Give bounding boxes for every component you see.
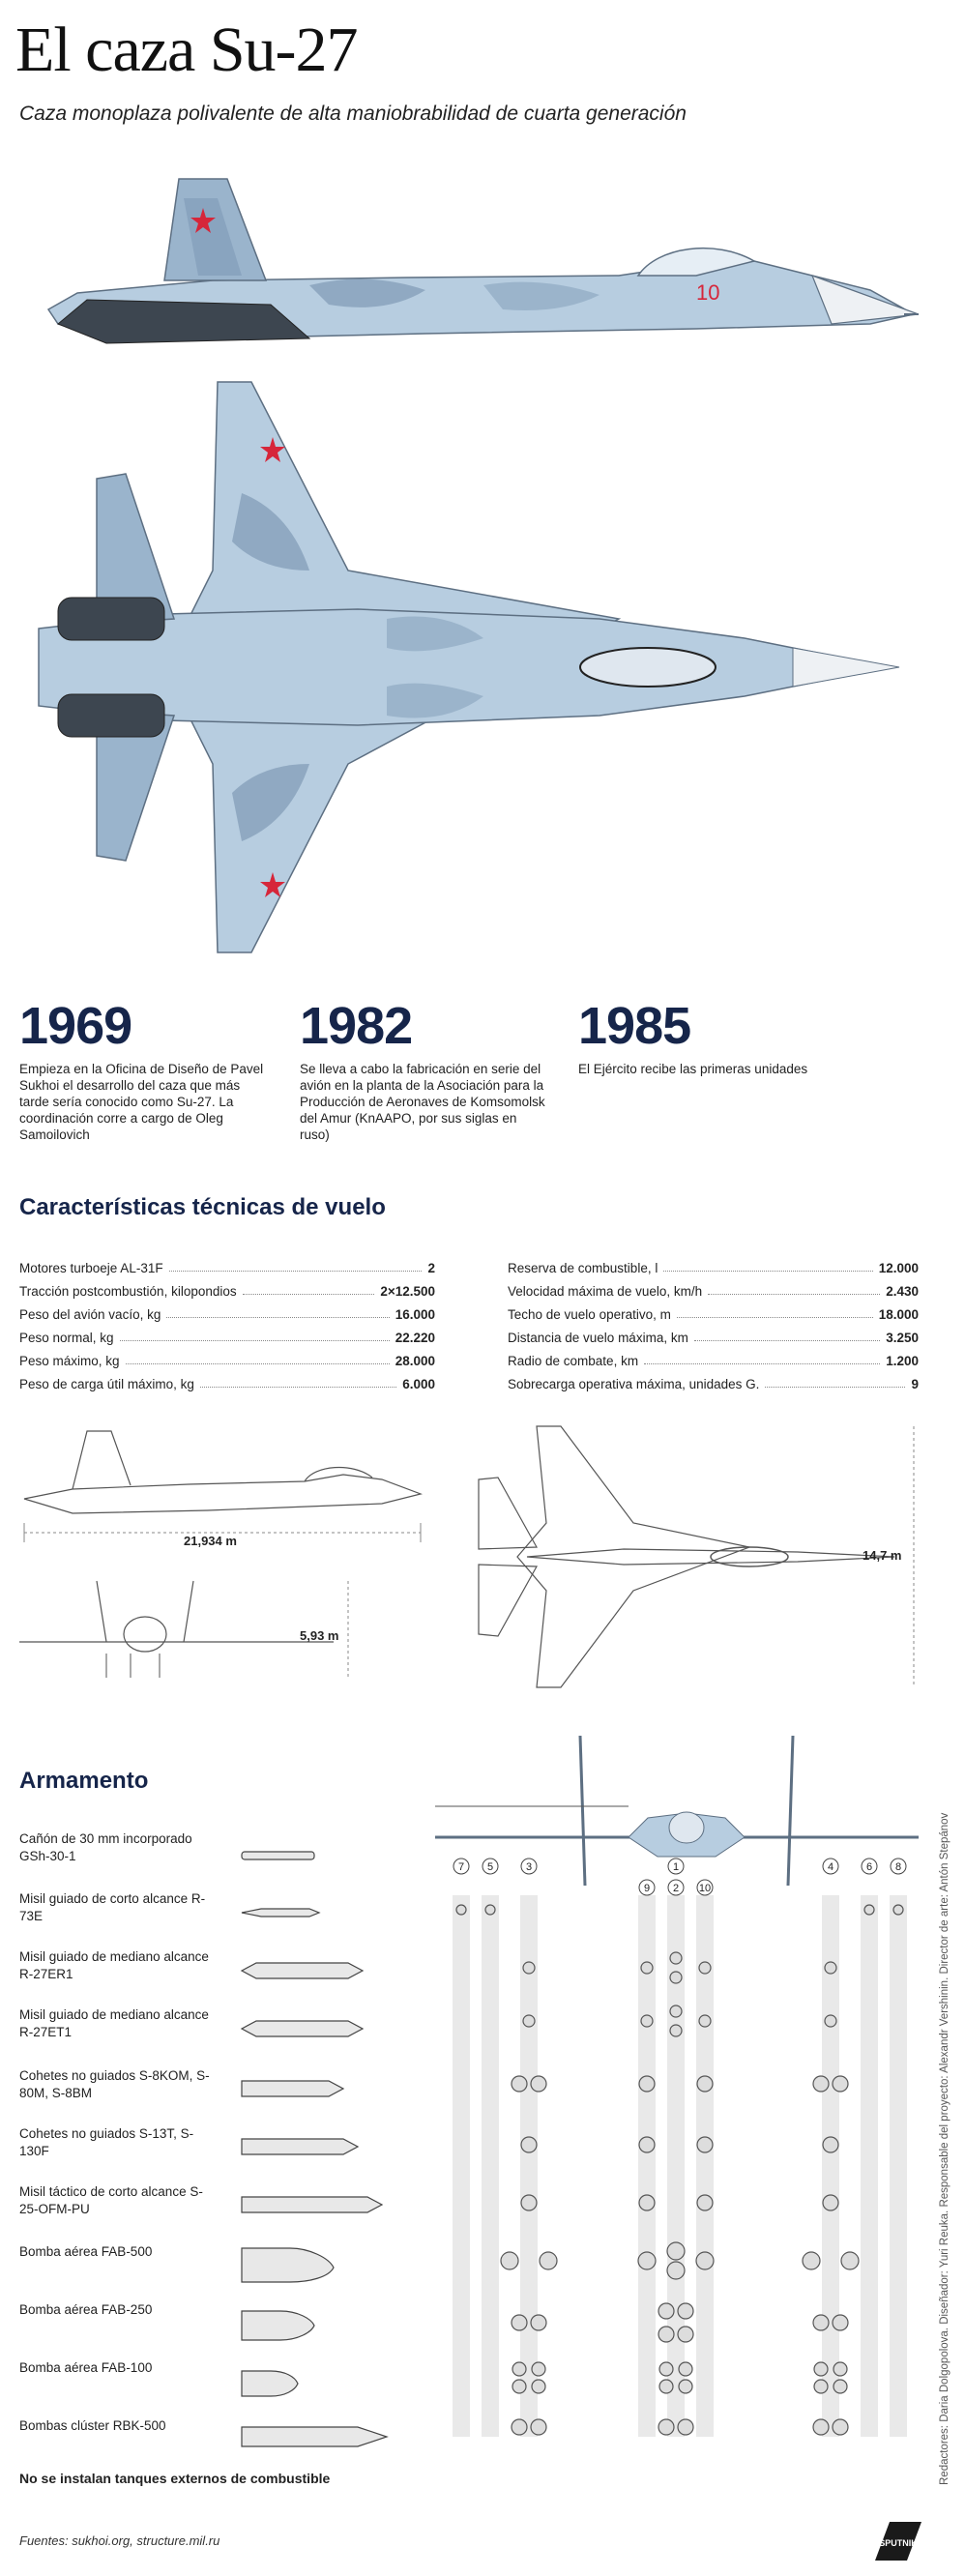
timeline-year-3: 1985 — [578, 997, 691, 1055]
spec-value: 16.000 — [395, 1307, 435, 1322]
hardpoint-label: 2 — [672, 1883, 680, 1894]
spec-value: 6.000 — [402, 1377, 435, 1391]
station-3-column — [520, 1895, 538, 2437]
spec-label: Peso normal, kg — [19, 1331, 114, 1345]
spec-value: 28.000 — [395, 1354, 435, 1368]
spec-value: 1.200 — [886, 1354, 919, 1368]
spec-value: 2.430 — [886, 1284, 919, 1299]
spec-row — [19, 1252, 435, 1275]
credits: Redactores: Daria Dolgopolova. Diseñador: Yuri Reuka. Responsable del proyecto: Alexandr Vershinin. Director de arte: Antón Stepánov — [939, 1812, 950, 2485]
hardpoint-label: 1 — [672, 1861, 680, 1873]
spec-label: Radio de combate, km — [508, 1354, 639, 1368]
armament-title: Armamento — [19, 1768, 149, 1794]
page-subtitle: Caza monoplaza polivalente de alta maniobrabilidad de cuarta generación — [19, 102, 687, 125]
spec-label: Reserva de combustible, l — [508, 1261, 658, 1275]
hardpoint-label: 8 — [894, 1861, 902, 1873]
armament-chart — [435, 1731, 928, 2446]
weapon-icons — [232, 1818, 416, 2456]
aircraft-side-view — [19, 169, 919, 363]
spec-row — [19, 1275, 435, 1299]
spec-row — [508, 1368, 919, 1391]
s8-pod-icon — [242, 2081, 343, 2096]
weapon-label: Misil guiado de corto alcance R-73E — [19, 1891, 206, 1923]
spec-row — [19, 1368, 435, 1391]
station-9-column — [638, 1895, 656, 2437]
spec-label: Peso del avión vacío, kg — [19, 1307, 161, 1322]
logo-text: SPUTNIK — [879, 2538, 918, 2548]
fab500-icon — [242, 2248, 334, 2282]
hardpoint-label: 3 — [525, 1861, 533, 1873]
weapon-label: Misil táctico de corto alcance S-25-OFM-PU — [19, 2184, 203, 2216]
station-10-column — [696, 1895, 714, 2437]
spec-value: 22.220 — [395, 1331, 435, 1345]
weapon-label: Cañón de 30 mm incorporado GSh-30-1 — [19, 1831, 192, 1863]
spec-label: Techo de vuelo operativo, m — [508, 1307, 671, 1322]
spec-label: Motores turboeje AL-31F — [19, 1261, 163, 1275]
spec-row — [19, 1299, 435, 1322]
dim-top-drawing — [430, 1421, 933, 1692]
weapon-label: Bomba aérea FAB-250 — [19, 2302, 153, 2317]
gun-icon — [242, 1852, 314, 1859]
aircraft-top-view — [19, 377, 919, 957]
station-4-column — [822, 1895, 839, 2437]
r73-icon — [242, 1909, 319, 1917]
s13-pod-icon — [242, 2139, 358, 2154]
spec-row — [19, 1345, 435, 1368]
dim-height: 5,93 m — [300, 1628, 339, 1643]
timeline-text-2: Se lleva a cabo la fabricación en serie del avión en la planta de la Asociación para la Producción de Aeronaves de Komsomolsk del Amur (KnAAPO, por sus siglas en ruso) — [300, 1062, 545, 1142]
station-5-column — [482, 1895, 499, 2437]
spec-value: 18.000 — [878, 1307, 919, 1322]
hardpoint-label: 4 — [827, 1861, 834, 1873]
spec-row — [508, 1322, 919, 1345]
hardpoint-label: 5 — [486, 1861, 494, 1873]
weapon-label: Cohetes no guiados S-13T, S-130F — [19, 2126, 194, 2158]
hardpoint-label: 7 — [457, 1861, 465, 1873]
spec-row — [508, 1299, 919, 1322]
weapon-label: Misil guiado de mediano alcance R-27ER1 — [19, 1949, 209, 1981]
spec-row — [508, 1252, 919, 1275]
armament-note: No se instalan tanques externos de combustible — [19, 2471, 331, 2486]
spec-value: 12.000 — [878, 1261, 919, 1275]
r27er-icon — [242, 1963, 363, 1978]
hardpoint-label: 9 — [643, 1883, 651, 1894]
weapon-label: Cohetes no guiados S-8KOM, S-80M, S-8BM — [19, 2068, 210, 2100]
timeline-year-2: 1982 — [300, 997, 413, 1055]
sources: Fuentes: sukhoi.org, structure.mil.ru — [19, 2533, 220, 2548]
r27et-icon — [242, 2021, 363, 2036]
weapon-label: Bombas clúster RBK-500 — [19, 2418, 166, 2433]
timeline-year-1: 1969 — [19, 997, 132, 1055]
sputnik-logo — [870, 2517, 926, 2565]
spec-value: 2×12.500 — [380, 1284, 435, 1299]
spec-label: Distancia de vuelo máxima, km — [508, 1331, 688, 1345]
page-title: El caza Su-27 — [15, 15, 358, 85]
dim-length: 21,934 m — [184, 1534, 237, 1548]
aircraft-marking: 10 — [696, 280, 720, 305]
spec-row — [19, 1322, 435, 1345]
dim-wingspan: 14,7 m — [863, 1548, 902, 1563]
station-7-column — [453, 1895, 470, 2437]
timeline-text-3: El Ejército recibe las primeras unidades — [578, 1062, 808, 1076]
spec-label: Velocidad máxima de vuelo, km/h — [508, 1284, 703, 1299]
spec-label: Sobrecarga operativa máxima, unidades G. — [508, 1377, 760, 1391]
spec-value: 3.250 — [886, 1331, 919, 1345]
hardpoint-label: 6 — [865, 1861, 873, 1873]
station-8-column — [890, 1895, 907, 2437]
fab100-icon — [242, 2371, 298, 2396]
spec-value: 9 — [911, 1377, 919, 1391]
spec-label: Peso máximo, kg — [19, 1354, 120, 1368]
spec-label: Tracción postcombustión, kilopondios — [19, 1284, 237, 1299]
timeline-text-1: Empieza en la Oficina de Diseño de Pavel Sukhoi el desarrollo del caza que más tarde sería conocido como Su-27. La coordinación corre a cargo de Oleg Samoilovich — [19, 1062, 264, 1142]
spec-row — [508, 1345, 919, 1368]
rbk500-icon — [242, 2427, 387, 2446]
station-6-column — [861, 1895, 878, 2437]
s25-icon — [242, 2197, 382, 2212]
weapon-label: Bomba aérea FAB-100 — [19, 2360, 153, 2375]
weapon-label: Misil guiado de mediano alcance R-27ET1 — [19, 2007, 209, 2039]
specs-title: Características técnicas de vuelo — [19, 1194, 386, 1220]
hardpoint-label: 10 — [698, 1883, 712, 1894]
fab250-icon — [242, 2311, 314, 2340]
spec-value: 2 — [427, 1261, 435, 1275]
spec-label: Peso de carga útil máximo, kg — [19, 1377, 194, 1391]
weapon-label: Bomba aérea FAB-500 — [19, 2244, 153, 2259]
spec-row — [508, 1275, 919, 1299]
